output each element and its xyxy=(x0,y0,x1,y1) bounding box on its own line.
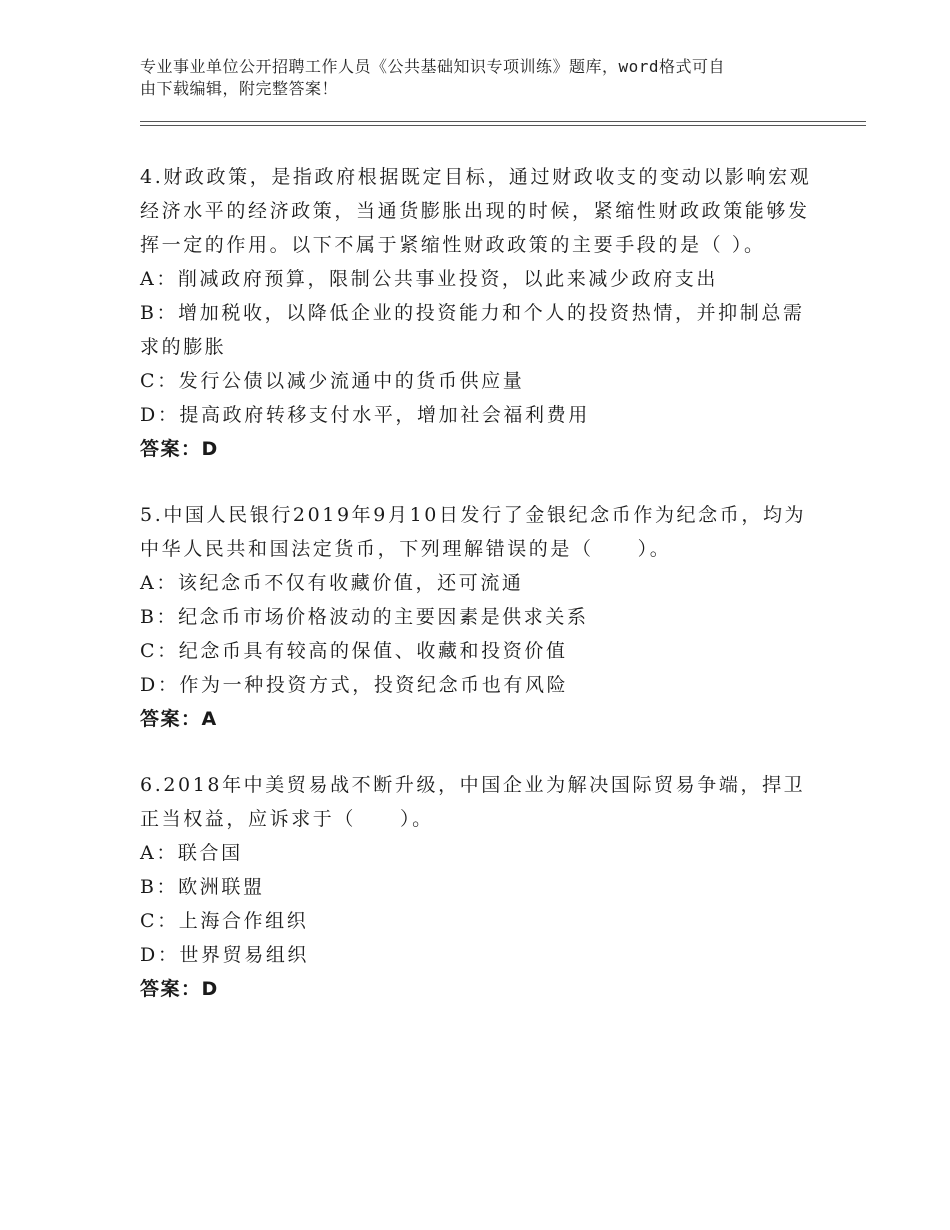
header-divider-top xyxy=(140,121,866,122)
header-line-1: 专业事业单位公开招聘工作人员《公共基础知识专项训练》题库，word格式可自 xyxy=(140,57,726,76)
option-b: B：欧洲联盟 xyxy=(140,876,265,898)
question-stem: 4.财政政策，是指政府根据既定目标，通过财政收支的变动以影响宏观经济水平的经济政策，当通货膨胀出现的时候，紧缩性财政政策能够发挥一定的作用。以下不属于紧缩性财政政策的主要手段的是（ ）。 xyxy=(140,166,812,256)
document-header xyxy=(140,56,820,100)
header-line-2: 由下载编辑，附完整答案！ xyxy=(140,79,339,98)
option-b: B：增加税收，以降低企业的投资能力和个人的投资热情，并抑制总需求的膨胀 xyxy=(140,302,805,358)
option-c: C：上海合作组织 xyxy=(140,910,309,932)
question-stem-text: 6.2018年中美贸易战不断升级，中国企业为解决国际贸易争端，捍卫正当权益，应诉求于（ xyxy=(140,774,806,830)
question-list xyxy=(140,160,820,1038)
option-d: D：世界贸易组织 xyxy=(140,944,310,966)
question-stem-end: ）。 xyxy=(637,538,672,560)
question-stem xyxy=(140,498,820,566)
header-divider-bottom xyxy=(140,125,866,126)
question-5 xyxy=(140,498,820,736)
option-a: A：该纪念币不仅有收藏价值，还可流通 xyxy=(140,572,524,594)
answer-label: 答案：D xyxy=(140,438,219,460)
option-a: A：削减政府预算，限制公共事业投资，以此来减少政府支出 xyxy=(140,268,718,290)
option-a: A：联合国 xyxy=(140,842,243,864)
option-b: B：纪念币市场价格波动的主要因素是供求关系 xyxy=(140,606,589,628)
question-stem-end: ）。 xyxy=(400,808,434,830)
option-d: D：作为一种投资方式，投资纪念币也有风险 xyxy=(140,674,569,696)
question-4 xyxy=(140,160,820,466)
question-stem xyxy=(140,768,820,836)
option-c: C：纪念币具有较高的保值、收藏和投资价值 xyxy=(140,640,568,662)
question-6 xyxy=(140,768,820,1006)
option-d: D：提高政府转移支付水平，增加社会福利费用 xyxy=(140,404,590,426)
answer-label: 答案：A xyxy=(140,708,218,730)
answer-label: 答案：D xyxy=(140,978,219,1000)
question-stem-text: 5.中国人民银行2019年9月10日发行了金银纪念币作为纪念币，均为中华人民共和国法定货币，下列理解错误的是（ xyxy=(140,504,807,560)
option-c: C：发行公债以减少流通中的货币供应量 xyxy=(140,370,525,392)
